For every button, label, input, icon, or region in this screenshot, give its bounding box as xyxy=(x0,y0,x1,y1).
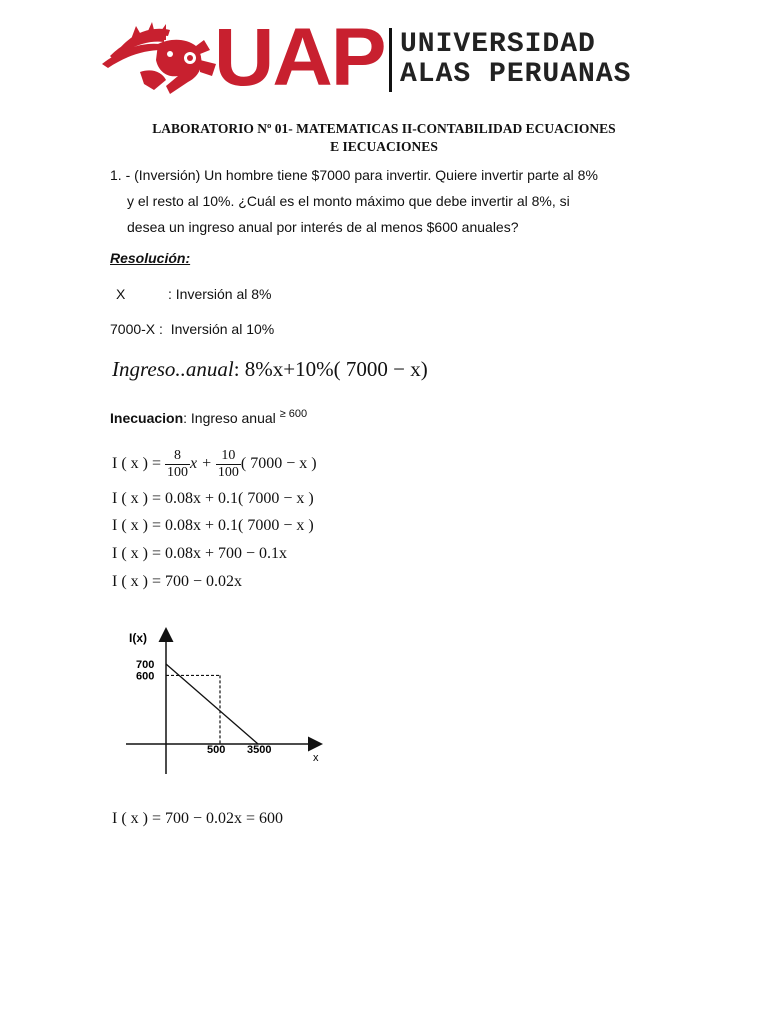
title-line1: LABORATORIO Nº 01- MATEMATICAS II-CONTABILIDAD ECUACIONES xyxy=(152,121,616,136)
problem-line1: 1. - (Inversión) Un hombre tiene $7000 para invertir. Quiere invertir parte al 8% xyxy=(110,167,598,183)
final-equation: I ( x ) = 700 − 0.02x = 600 xyxy=(112,810,284,827)
problem-statement xyxy=(110,162,658,240)
equation-1 xyxy=(112,448,317,481)
x-axis-label: x xyxy=(313,752,319,764)
inecuacion-value: ≥ 600 xyxy=(279,408,308,420)
equation-5: I ( x ) = 700 − 0.02x xyxy=(112,573,243,590)
equation-2: I ( x ) = 0.08x + 0.1( 7000 − x ) xyxy=(112,490,314,507)
fraction-denominator: 100 xyxy=(167,465,189,480)
y-axis-label: I(x) xyxy=(129,631,147,645)
inecuacion-label: Inecuacion xyxy=(110,410,184,426)
x-tick-label: 500 xyxy=(207,744,226,756)
resolution-heading: Resolución: xyxy=(110,250,191,266)
variable-x-definition xyxy=(110,286,272,302)
fraction-8-100 xyxy=(165,448,190,481)
fraction-numerator: 10 xyxy=(216,448,241,465)
variable-7000-x-desc: Inversión al 10% xyxy=(170,321,275,337)
variable-7000-x-definition xyxy=(110,321,274,337)
uap-logo-text: UAP xyxy=(214,12,385,103)
header-divider xyxy=(389,28,392,92)
title-line2: E IECUACIONES xyxy=(330,139,438,154)
equation-1-lhs: I ( x ) = xyxy=(112,455,162,473)
y-tick-label: 700 xyxy=(136,659,155,671)
equation-4: I ( x ) = 0.08x + 700 − 0.1x xyxy=(112,545,288,562)
uap-bird-logo xyxy=(100,20,218,96)
equation-1-tail: ( 7000 − x ) xyxy=(240,455,317,473)
variable-x: X xyxy=(116,286,126,302)
ingreso-anual-expression xyxy=(112,357,428,382)
income-graph xyxy=(118,624,338,774)
inecuacion-text: : Ingreso anual xyxy=(183,410,276,426)
university-name-line1: UNIVERSIDAD xyxy=(400,29,596,60)
equation-1-mid: x + xyxy=(190,455,212,473)
ingreso-anual-formula: : 8%x+10%( 7000 − x) xyxy=(233,357,428,381)
document-title xyxy=(100,120,668,156)
problem-line2: y el resto al 10%. ¿Cuál es el monto máximo que debe invertir al 8%, si xyxy=(127,193,570,209)
y-tick-label: 600 xyxy=(136,670,155,683)
ingreso-anual-label: Ingreso..anual xyxy=(112,357,234,381)
fraction-10-100 xyxy=(216,448,241,481)
variable-x-desc: : Inversión al 8% xyxy=(168,286,272,302)
variable-7000-x: 7000-X : xyxy=(110,321,163,337)
university-name-line2: ALAS PERUANAS xyxy=(400,59,632,90)
equation-3: I ( x ) = 0.08x + 0.1( 7000 − x ) xyxy=(112,517,314,534)
problem-line3: desea un ingreso anual por interés de al menos $600 anuales? xyxy=(127,219,519,235)
inecuacion-line xyxy=(110,408,307,426)
fraction-denominator: 100 xyxy=(217,465,239,480)
x-tick-label: 3500 xyxy=(247,744,272,756)
fraction-numerator: 8 xyxy=(165,448,190,465)
